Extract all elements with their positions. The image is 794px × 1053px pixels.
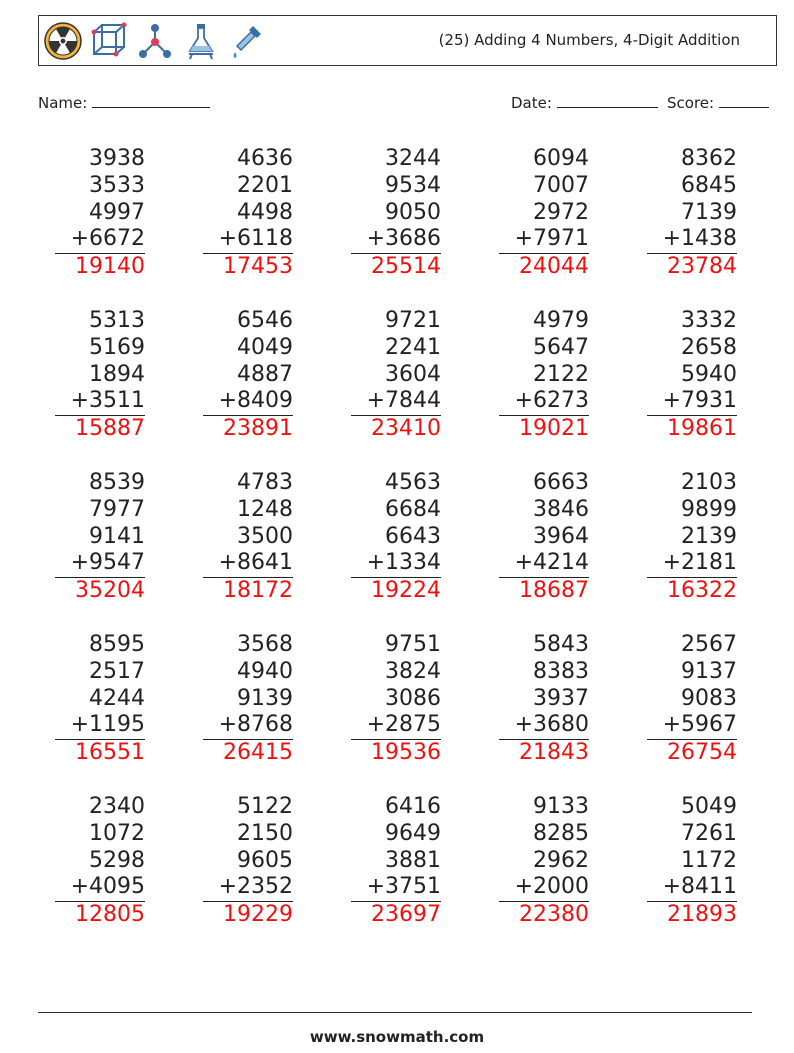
addend: 9534 [385, 172, 441, 198]
addend: 3332 [681, 308, 737, 333]
addend-with-plus: +4214 [499, 550, 589, 578]
flask-icon [181, 20, 221, 62]
answer: 19224 [371, 578, 441, 604]
date-label: Date: [511, 94, 552, 112]
addend: 2150 [237, 820, 293, 846]
addend: 9083 [681, 685, 737, 711]
addend-with-plus: +6672 [55, 226, 145, 254]
addend: 3086 [385, 685, 441, 711]
addend: 9050 [385, 199, 441, 225]
addend: 1248 [237, 496, 293, 522]
addend: 9649 [385, 820, 441, 846]
addition-problem [55, 632, 145, 767]
addition-problem [499, 794, 589, 929]
addition-problem [203, 308, 293, 443]
answer: 22380 [519, 902, 589, 928]
addition-problem [203, 470, 293, 605]
score-blank[interactable] [719, 92, 769, 108]
addend-with-plus: +2000 [499, 874, 589, 902]
answer: 16322 [667, 578, 737, 604]
addend: 6845 [681, 172, 737, 198]
answer: 19861 [667, 416, 737, 442]
addend: 1072 [89, 820, 145, 846]
addend: 3533 [89, 172, 145, 198]
addend: 2122 [533, 361, 589, 387]
addend: 9899 [681, 496, 737, 522]
addend: 5122 [237, 794, 293, 819]
molecule-icon [135, 20, 175, 62]
addend: 9137 [681, 658, 737, 684]
addition-problem [203, 632, 293, 767]
addend-with-plus: +4095 [55, 874, 145, 902]
addend-with-plus: +1334 [351, 550, 441, 578]
addend: 4783 [237, 470, 293, 495]
addend-with-plus: +2181 [647, 550, 737, 578]
name-field[interactable] [38, 92, 210, 112]
addend: 8383 [533, 658, 589, 684]
addition-problem [351, 146, 441, 281]
addend: 6663 [533, 470, 589, 495]
addend: 6684 [385, 496, 441, 522]
addend: 6643 [385, 523, 441, 549]
addition-problem [351, 794, 441, 929]
addend-with-plus: +1438 [647, 226, 737, 254]
radiation-icon [43, 20, 83, 62]
addition-problem [499, 470, 589, 605]
date-field[interactable] [511, 92, 658, 112]
addition-problem [351, 632, 441, 767]
answer: 21843 [519, 740, 589, 766]
addend-with-plus: +9547 [55, 550, 145, 578]
answer: 26415 [223, 740, 293, 766]
addend: 8362 [681, 146, 737, 171]
addend: 2567 [681, 632, 737, 657]
addition-problem [55, 794, 145, 929]
answer: 26754 [667, 740, 737, 766]
addend: 1894 [89, 361, 145, 387]
icon-strip [43, 20, 267, 62]
addend: 3604 [385, 361, 441, 387]
addition-problem [55, 308, 145, 443]
addend: 4636 [237, 146, 293, 171]
addend: 6416 [385, 794, 441, 819]
addend: 3964 [533, 523, 589, 549]
addend: 2658 [681, 334, 737, 360]
addend-with-plus: +8641 [203, 550, 293, 578]
worksheet-title: (25) Adding 4 Numbers, 4-Digit Addition [438, 31, 740, 49]
name-label: Name: [38, 94, 88, 112]
addend-with-plus: +3511 [55, 388, 145, 416]
addend: 5298 [89, 847, 145, 873]
addition-problem [647, 470, 737, 605]
date-blank[interactable] [557, 92, 658, 108]
answer: 15887 [75, 416, 145, 442]
answer: 25514 [371, 254, 441, 280]
addend: 3824 [385, 658, 441, 684]
addend: 6094 [533, 146, 589, 171]
score-field[interactable] [667, 92, 769, 112]
addend-with-plus: +8411 [647, 874, 737, 902]
addend-with-plus: +7844 [351, 388, 441, 416]
answer: 24044 [519, 254, 589, 280]
addend: 6546 [237, 308, 293, 333]
addition-problem [203, 794, 293, 929]
answer: 19536 [371, 740, 441, 766]
addend-with-plus: +2352 [203, 874, 293, 902]
addend: 2962 [533, 847, 589, 873]
addend: 9139 [237, 685, 293, 711]
addend: 9751 [385, 632, 441, 657]
addend: 9133 [533, 794, 589, 819]
addend: 5940 [681, 361, 737, 387]
addend: 2517 [89, 658, 145, 684]
addend: 8285 [533, 820, 589, 846]
addend: 2103 [681, 470, 737, 495]
addition-problem [647, 632, 737, 767]
addend: 5169 [89, 334, 145, 360]
addend: 7261 [681, 820, 737, 846]
answer: 19229 [223, 902, 293, 928]
addend-with-plus: +7931 [647, 388, 737, 416]
addend: 3881 [385, 847, 441, 873]
addend: 3500 [237, 523, 293, 549]
addend: 8539 [89, 470, 145, 495]
answer: 19021 [519, 416, 589, 442]
addend: 3244 [385, 146, 441, 171]
addend: 4563 [385, 470, 441, 495]
answer: 23784 [667, 254, 737, 280]
cube-icon [89, 20, 129, 62]
addition-problem [499, 632, 589, 767]
answer: 23410 [371, 416, 441, 442]
addition-problem [499, 308, 589, 443]
addend: 8595 [89, 632, 145, 657]
addition-problem [351, 308, 441, 443]
addend: 7977 [89, 496, 145, 522]
answer: 17453 [223, 254, 293, 280]
addend: 5049 [681, 794, 737, 819]
addition-problem [499, 146, 589, 281]
addend-with-plus: +8768 [203, 712, 293, 740]
addition-problem [647, 146, 737, 281]
answer: 35204 [75, 578, 145, 604]
footer-site: www.snowmath.com [309, 1028, 485, 1046]
addition-problem [55, 146, 145, 281]
addition-problem [647, 794, 737, 929]
name-blank[interactable] [92, 92, 210, 108]
answer: 12805 [75, 902, 145, 928]
addend: 9721 [385, 308, 441, 333]
addend: 2340 [89, 794, 145, 819]
addend: 3846 [533, 496, 589, 522]
addend: 4940 [237, 658, 293, 684]
addend: 3568 [237, 632, 293, 657]
dropper-icon [227, 20, 267, 62]
answer: 16551 [75, 740, 145, 766]
addend: 5647 [533, 334, 589, 360]
addend: 4049 [237, 334, 293, 360]
addend: 4979 [533, 308, 589, 333]
addend: 4997 [89, 199, 145, 225]
addend: 2241 [385, 334, 441, 360]
addend: 9141 [89, 523, 145, 549]
addend-with-plus: +3680 [499, 712, 589, 740]
addend-with-plus: +8409 [203, 388, 293, 416]
footer-divider [38, 1012, 752, 1013]
addend: 4498 [237, 199, 293, 225]
addend: 2139 [681, 523, 737, 549]
addend-with-plus: +3686 [351, 226, 441, 254]
addend: 2972 [533, 199, 589, 225]
answer: 19140 [75, 254, 145, 280]
answer: 23697 [371, 902, 441, 928]
addend: 5313 [89, 308, 145, 333]
addend: 7007 [533, 172, 589, 198]
answer: 23891 [223, 416, 293, 442]
addition-problem [351, 470, 441, 605]
answer: 18687 [519, 578, 589, 604]
addend: 4244 [89, 685, 145, 711]
addition-problem [55, 470, 145, 605]
addend-with-plus: +1195 [55, 712, 145, 740]
addend: 2201 [237, 172, 293, 198]
addend-with-plus: +3751 [351, 874, 441, 902]
addend: 7139 [681, 199, 737, 225]
addend-with-plus: +5967 [647, 712, 737, 740]
worksheet-header [38, 15, 777, 66]
answer: 21893 [667, 902, 737, 928]
addend: 5843 [533, 632, 589, 657]
addend: 4887 [237, 361, 293, 387]
addition-problem [203, 146, 293, 281]
addend-with-plus: +6273 [499, 388, 589, 416]
addend: 1172 [681, 847, 737, 873]
addend: 9605 [237, 847, 293, 873]
answer: 18172 [223, 578, 293, 604]
addend: 3938 [89, 146, 145, 171]
addition-problem [647, 308, 737, 443]
addend-with-plus: +2875 [351, 712, 441, 740]
addend-with-plus: +7971 [499, 226, 589, 254]
score-label: Score: [667, 94, 715, 112]
addend: 3937 [533, 685, 589, 711]
addend-with-plus: +6118 [203, 226, 293, 254]
